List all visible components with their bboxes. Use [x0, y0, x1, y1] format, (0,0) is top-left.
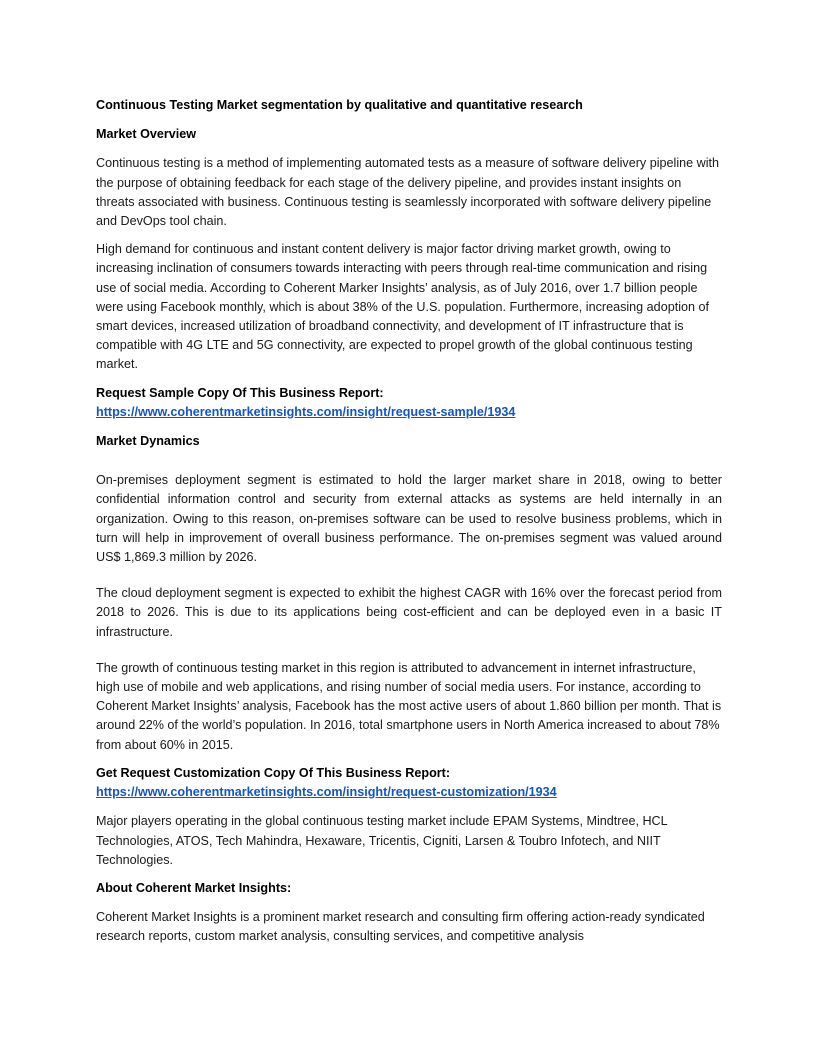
- market-overview-heading: Market Overview: [96, 127, 197, 142]
- about-paragraph: Coherent Market Insights is a prominent market research and consulting firm offering action-ready syndicated research reports, custom market analysis, consulting services, and competitive analysis: [96, 910, 705, 944]
- request-sample-link[interactable]: https://www.coherentmarketinsights.com/insight/request-sample/1934: [96, 404, 516, 419]
- request-customization-label: Get Request Customization Copy Of This Business Report:: [96, 765, 451, 780]
- request-sample-block: [96, 384, 722, 422]
- request-customization-block: [96, 764, 722, 802]
- market-dynamics-paragraph-1: On-premises deployment segment is estimated to hold the larger market share in 2018, owing to better confidential information control and security from external attacks as systems are held internally in an organization. Owing to this reason, on-premises software can be used to resolve business problems, which in turn will help in improvement of overall business performance. The on-premises segment was valued around US$ 1,869.3 million by 2026.: [96, 473, 722, 565]
- market-dynamics-heading: Market Dynamics: [96, 434, 200, 449]
- market-overview-paragraph-2: High demand for continuous and instant content delivery is major factor driving market growth, owing to increasing inclination of consumers towards interacting with peers through real-time communication and rising use of social media. According to Coherent Marker Insights’ analysis, as of July 2016, over 1.7 billion people were using Facebook monthly, which is about 38% of the U.S. population. Furthermore, increasing adoption of smart devices, increased utilization of broadband connectivity, and development of IT infrastructure that is compatible with 4G LTE and 5G connectivity, are expected to propel growth of the global continuous testing market.: [96, 242, 710, 372]
- market-dynamics-paragraph-3: The growth of continuous testing market in this region is attributed to advancement in internet infrastructure, high use of mobile and web applications, and rising number of social media users. For instance, according to Coherent Market Insights’ analysis, Facebook has the most active users of about 1.860 billion per month. That is around 22% of the world’s population. In 2016, total smartphone users in North America increased to about 78% from about 60% in 2015.: [96, 660, 722, 752]
- document-page: [96, 96, 722, 947]
- document-title: Continuous Testing Market segmentation by qualitative and quantitative research: [96, 98, 583, 112]
- market-dynamics-paragraph-2: The cloud deployment segment is expected to exhibit the highest CAGR with 16% over the forecast period from 2018 to 2026. This is due to its applications being cost-efficient and can be deployed even in a basic IT infrastructure.: [96, 586, 722, 639]
- market-overview-paragraph-1: Continuous testing is a method of implementing automated tests as a measure of software delivery pipeline with the purpose of obtaining feedback for each stage of the delivery pipeline, and provides instant insights on threats associated with business. Continuous testing is seamlessly incorporated with software delivery pipeline and DevOps tool chain.: [96, 156, 720, 229]
- request-customization-link[interactable]: https://www.coherentmarketinsights.com/insight/request-customization/1934: [96, 785, 557, 800]
- request-sample-label: Request Sample Copy Of This Business Report:: [96, 385, 384, 400]
- major-players-paragraph: Major players operating in the global continuous testing market include EPAM Systems, Mindtree, HCL Technologies, ATOS, Tech Mahindra, Hexaware, Tricentis, Cigniti, Larsen & Toubro Infotech, and NIIT Technologies.: [96, 814, 668, 867]
- about-heading: About Coherent Market Insights:: [96, 880, 292, 895]
